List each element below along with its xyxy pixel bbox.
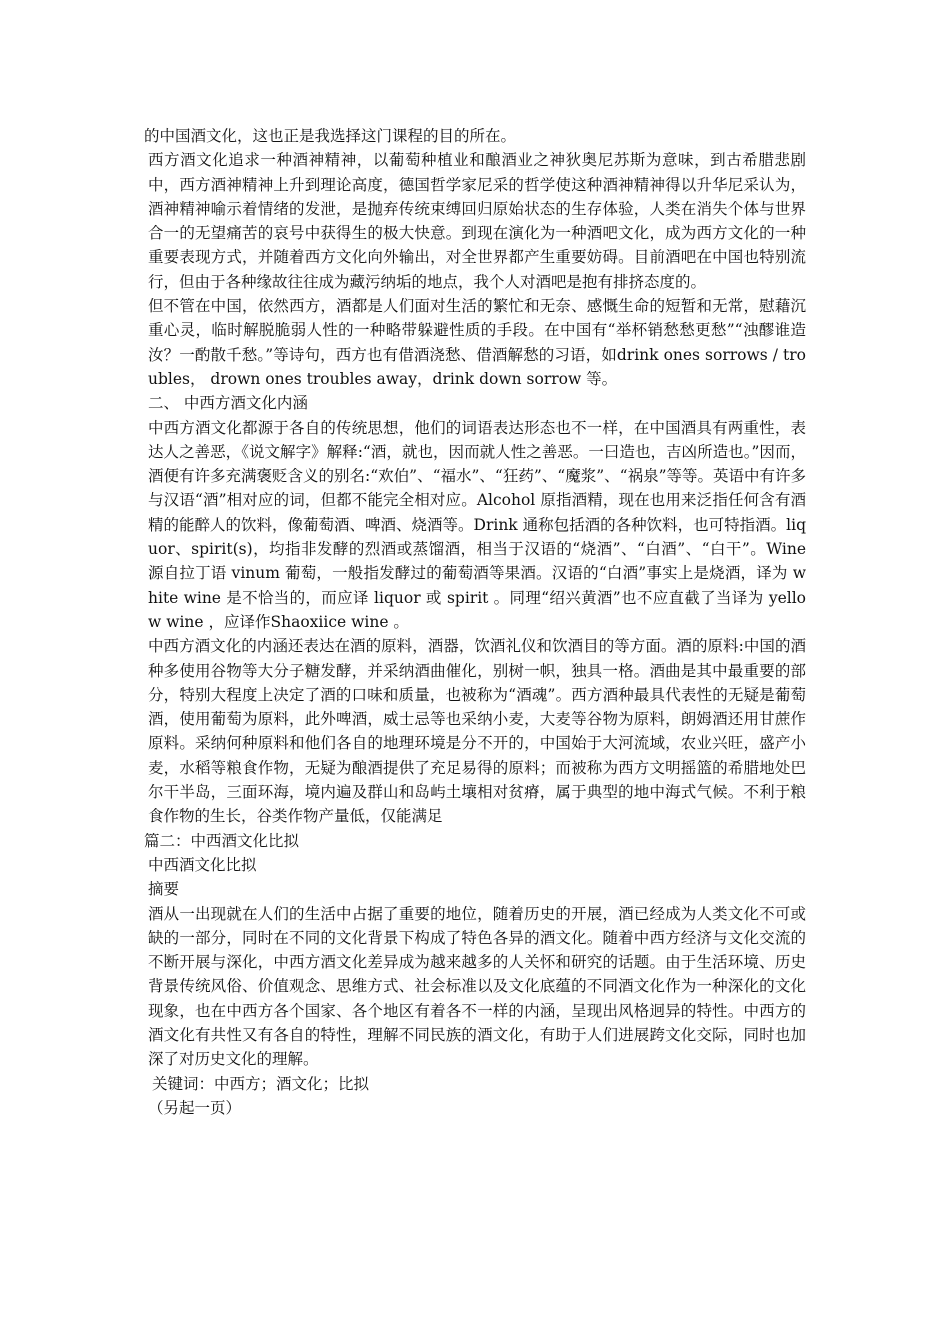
keywords-line: 关键词：中西方；酒文化；比拟 <box>152 1074 370 1093</box>
article-title: 中西酒文化比拟 <box>148 855 257 874</box>
document-page <box>144 124 806 1120</box>
abstract-body: 酒从一出现就在人们的生活中占据了重要的地位，随着历史的开展，酒已经成为人类文化不可或缺的一部分，同时在不同的文化背景下构成了特色各异的酒文化。随着中西方经济与文化交流的不断开展与深化，中西方酒文化差异成为越来越多的人关怀和研究的话题。由于生活环境、历史背景传统风俗、价值观念、思维方式、社会标准以及文化底蕴的不同酒文化作为一种深化的文化现象，也在中西方各个国家、各个地区有着各不一样的内涵，呈现出风格迥异的特性。中西方的酒文化有共性又有各自的特性，理解不同民族的酒文化，有助于人们进展跨文化交际，同时也加深了对历史文化的理解。 <box>148 904 806 1069</box>
page-break-note: （另起一页） <box>148 1098 242 1117</box>
paragraph-wine-terms: 中西方酒文化都源于各自的传统思想，他们的词语表达形态也不一样，在中国酒具有两重性，表达人之善恶，《说文解字》解释:“酒，就也，因而就人性之善恶。一曰造也，吉凶所造也。”因而，酒便有许多充满褒贬含义的别名:“欢伯”、“福水”、“狂药”、“魔浆”、“祸泉”等等。英语中有许多与汉语“酒”相对应的词，但都不能完全相对应。Alcohol 原指酒精，现在也用来泛指任何含有酒精的能醉人的饮料，像葡萄酒、啤酒、烧酒等。Drink 通称包括酒的各种饮料，也可特指酒。liquor、spirit(s)，均指非发酵的烈酒或蒸馏酒，相当于汉语的“烧酒”、“白酒”、“白干”。Wine 源自拉丁语 vinum 葡萄，一般指发酵过的葡萄酒等果酒。汉语的“白酒”事实上是烧酒，译为 white wine 是不恰当的，而应译 liquor 或 spirit 。同理“绍兴黄酒”也不应直截了当译为 yellow wine ，应译作Shaoxiice wine 。 <box>148 418 806 631</box>
paragraph-common-function: 但不管在中国，依然西方，酒都是人们面对生活的繁忙和无奈、感慨生命的短暂和无常，慰藉沉重心灵，临时解脱脆弱人性的一种略带躲避性质的手段。在中国有“举杯销愁愁更愁”“浊醪谁造汝？一酌散千愁。”等诗句，西方也有借酒浇愁、借酒解愁的习语，如drink ones sorrows / troubles， drown ones troubles away，drink down sorrow 等。 <box>148 297 806 388</box>
paragraph-wine-materials: 中西方酒文化的内涵还表达在酒的原料，酒器，饮酒礼仪和饮酒目的等方面。酒的原料:中国的酒种多使用谷物等大分子糖发酵，并采纳酒曲催化，别树一帜，独具一格。酒曲是其中最重要的部分，特别大程度上决定了酒的口味和质量，也被称为“酒魂”。西方酒种最具代表性的无疑是葡萄酒，使用葡萄为原料，此外啤酒，威士忌等也采纳小麦，大麦等谷物为原料，朗姆酒还用甘蔗作原料。采纳何种原料和他们各自的地理环境是分不开的，中国始于大河流域，农业兴旺，盛产小麦，水稻等粮食作物，无疑为酿酒提供了充足易得的原料；而被称为西方文明摇篮的希腊地处巴尔干半岛，三面环海，境内遍及群山和岛屿土壤相对贫瘠，属于典型的地中海式气候。不利于粮食作物的生长，谷类作物产量低，仅能满足 <box>148 637 806 826</box>
article-heading-part-two: 篇二：中西酒文化比拟 <box>144 831 300 850</box>
paragraph-intro-end: 的中国酒文化，这也正是我选择这门课程的目的所在。 <box>144 127 517 145</box>
abstract-heading: 摘要 <box>148 880 180 899</box>
paragraph-western-wine-spirit: 西方酒文化追求一种酒神精神，以葡萄种植业和酿酒业之神狄奥尼苏斯为意味，到古希腊悲剧中，西方酒神精神上升到理论高度，德国哲学家尼采的哲学使这种酒神精神得以升华尼采认为，酒神精神喻示着情绪的发泄，是抛弃传统束缚回归原始状态的生存体验，人类在消失个体与世界合一的无望痛苦的哀号中获得生的极大快意。到现在演化为一种酒吧文化，成为西方文化的一种重要表现方式，并随着西方文化向外输出，对全世界都产生重要妨碍。目前酒吧在中国也特别流行，但由于各种缘故往往成为藏污纳垢的地点，我个人对酒吧是抱有排挤态度的。 <box>148 151 806 291</box>
section-heading-wine-connotation: 二、 中西方酒文化内涵 <box>148 394 308 413</box>
